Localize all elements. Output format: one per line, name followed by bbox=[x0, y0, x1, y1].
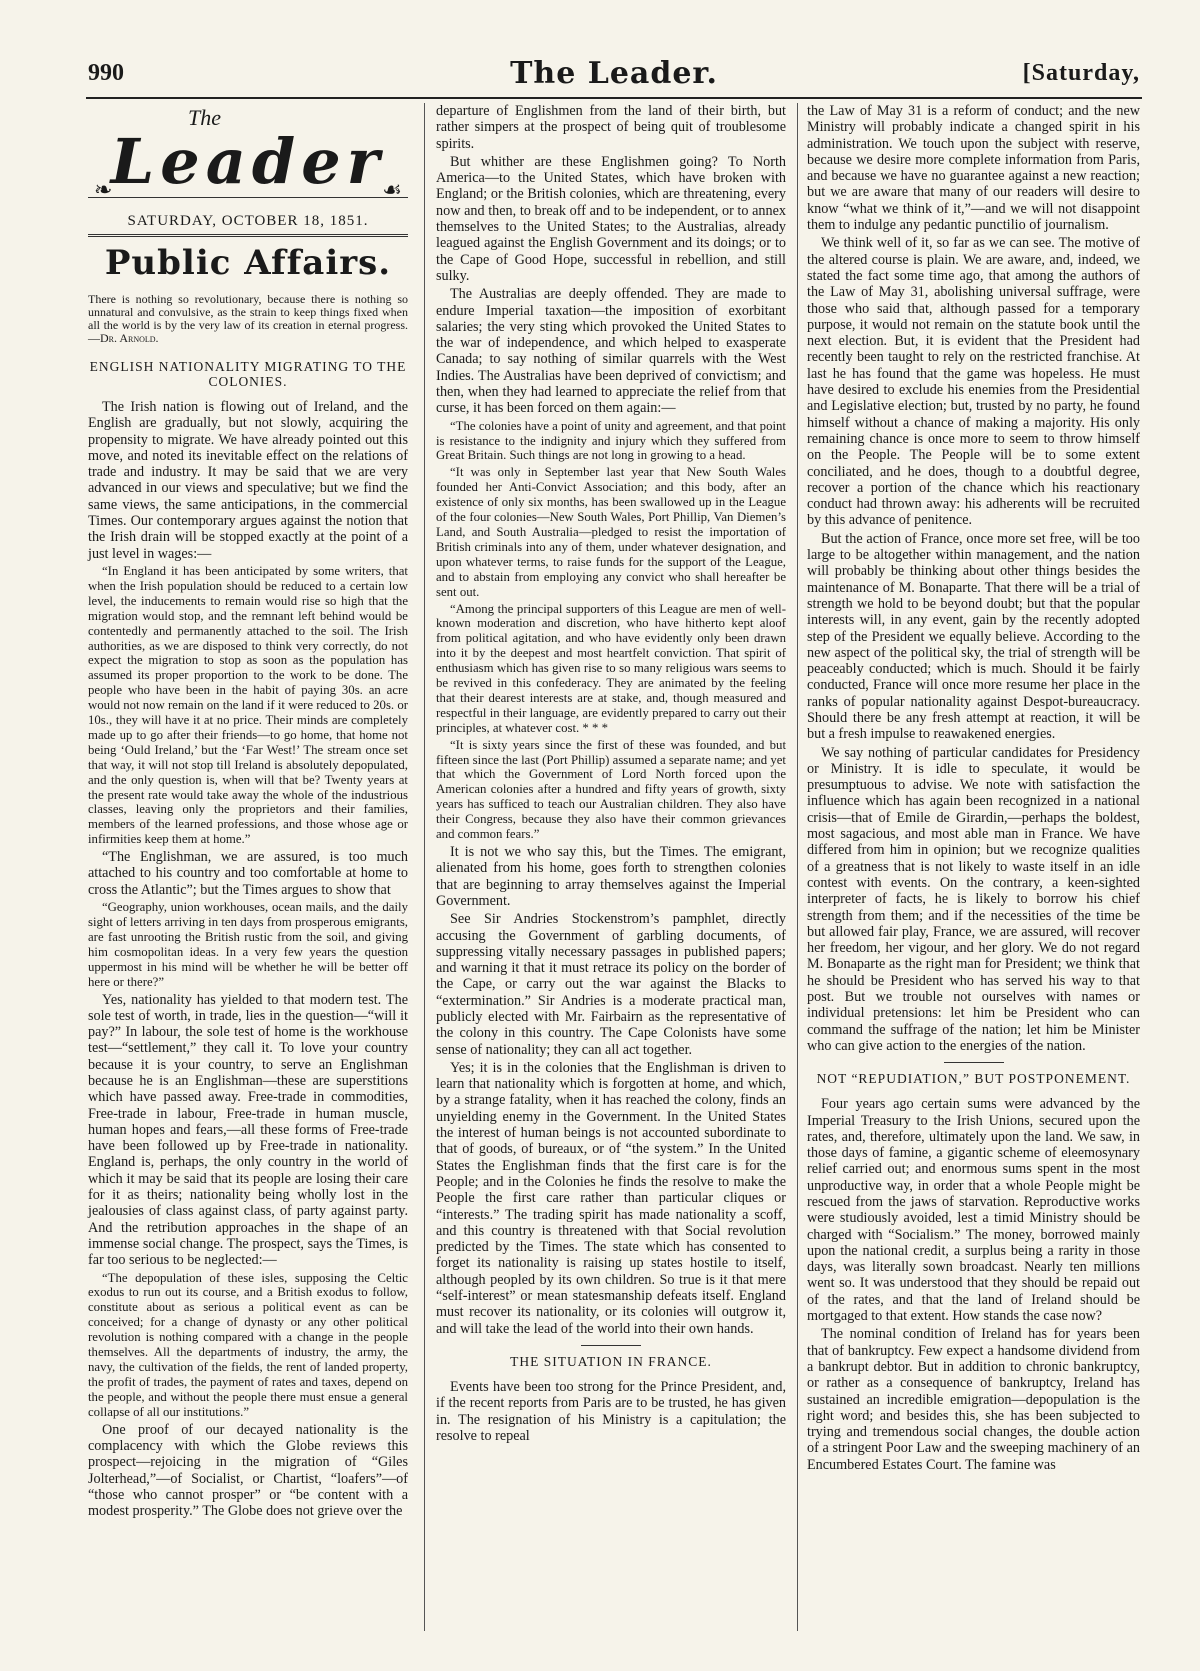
column-1 bbox=[88, 103, 408, 1521]
paragraph: We say nothing of particular candidates for Presidency or Ministry. It is idle to speculate, it would be presumptuous to advise. We note with satisfaction the influence which has again been recognized in a national crisis—that of Emile de Girardin,—perhaps the boldest, most sagacious, and most able man in France. We have differed from him in opinion; but we recognize qualities of a greatness that is not likely to waste itself in an idle contest with events. On the contrary, a keen-sighted interpreter of facts, he is likely to borrow his chief strength from them; and if the necessities of the time be but allowed fair play, France, we are assured, will recover her freedom, her vigour, and her glory. We do not regard M. Bonaparte as the right man for President; we think that he should be President who has served his way to that post. But we trouble not ourselves with names or individual pretensions: let him be President who can command the suffrage of the nation; let him be Minister who can give action to the energies of the nation. bbox=[807, 744, 1140, 1054]
separator bbox=[581, 1345, 641, 1346]
masthead-the: The bbox=[188, 105, 221, 130]
epigraph-signature: —Dr. Arnold. bbox=[88, 331, 159, 345]
paragraph: But whither are these Englishmen going? To North America—to the United States, which have broken with England; or the British colonies, which are threatening, every now and then, to break off and to be independent, or to annex themselves to the United States; to the Australias, already leagued against the English Government and its doings; or to the Cape of Good Hope, successful in rebellion, and still sulky. bbox=[436, 153, 786, 284]
quotation: “Among the principal supporters of this League are men of well-known moderation and discretion, who have hitherto kept aloof from political agitation, and who have evidently only been drawn into it by the deepest and most heartfelt conviction. That spirit of enthusiasm which has given rise to so many religious wars seems to be revived in this confederacy. They are animated by the feeling that their dearest interests are at stake, and, though measured and respectful in their language, are evidently prepared to carry out their principles, at whatever cost. * * * bbox=[436, 601, 786, 735]
quotation: “The depopulation of these isles, supposing the Celtic exodus to run out its course, and a British exodus to follow, constitute about as serious a political event as can be conceived; for a change of dynasty or any other political revolution is nothing compared with a change in the people themselves. All the departments of industry, the army, the navy, the cultivation of the fields, the rent of landed property, the profit of trades, the payment of rates and taxes, depend on the people, and without the people there must ensue a general collapse of all our institutions.” bbox=[88, 1270, 408, 1419]
quotation: “In England it has been anticipated by some writers, that when the Irish population should be reduced to a certain low level, the inducements to remain would rise so high that the migration would stop, and the remnant left behind would be contentedly and permanently attached to the soil. The Irish authorities, as we are disposed to think very correctly, do not expect the migration to stop as soon as the population has assumed its proper proportion to the work to be done. The people who have been in the habit of paying 30s. an acre would not now remain on the land if it were reduced to 20s. or 10s., they will have it at no price. Their minds are completely made up to go after their friends—to go home, that home not being ‘Ould Ireland,’ but the ‘Far West!’ The stream once set that way, it will not stop till Ireland is absolutely depopulated, and the only question is, when will that be? Twenty years at the present rate would take away the whole of the industrious classes, leaving only the proprietors and their families, members of the learned professions, and those whose age or infirmities keep them at home.” bbox=[88, 563, 408, 847]
paragraph: One proof of our decayed nationality is the complacency with which the Globe reviews this prospect—rejoicing in the migration of “Giles Jolterhead,”—of Socialist, or Chartist, “loafers”—of “those who cannot prosper” or “be content with a modest prosperity.” The Globe does not grieve over the bbox=[88, 1421, 408, 1520]
paragraph: See Sir Andries Stockenstrom’s pamphlet, directly accusing the Government of garbling documents, of suppressing vitally necessary passages in published papers; and warning it that it must retrace its policy on the border of the Cape, or carry out the war against the Blacks to “extermination.” Sir Andries is a moderate practical man, publicly elected with Mr. Fairbairn as the representative of the colony in this country. The Cape Colonists have some sense of nationality; they can all act together. bbox=[436, 911, 786, 1058]
column-rule bbox=[797, 103, 798, 1631]
section-title: Public Affairs. bbox=[104, 243, 392, 283]
separator bbox=[944, 1062, 1004, 1063]
running-title: The Leader. bbox=[510, 56, 718, 91]
header-rule bbox=[86, 97, 1142, 99]
paragraph: departure of Englishmen from the land of their birth, but rather simpers at the prospect of being quit of troublesome spirits. bbox=[436, 103, 786, 152]
flourish-icon: ❧ bbox=[94, 177, 113, 202]
column-rule bbox=[424, 103, 425, 1631]
paragraph: “The Englishman, we are assured, is too much attached to his country and too comfortable at home to cross the Atlantic”; but the Times argues to show that bbox=[88, 849, 408, 898]
dateline: SATURDAY, OCTOBER 18, 1851. bbox=[127, 213, 369, 229]
quotation: “Geography, union workhouses, ocean mails, and the daily sight of letters arriving in ten days from prosperous emigrants, are fast unrooting the British rustic from the soil, and giving him cosmopolitan ideas. In a very few years the question uppermost in his mind will be whether he will be better off here or there?” bbox=[88, 900, 408, 989]
paragraph: Four years ago certain sums were advanced by the Imperial Treasury to the Irish Unions, secured upon the rates, and, therefore, ultimately upon the land. We saw, in those days of famine, a gigantic scheme of eleemosynary relief carried out; and enormous sums spent in the most unproductive way, in order that a whole People might be rescued from the jaws of starvation. Reproductive works were studiously avoided, lest a timid Ministry should be charged with “Socialism.” The money, borrowed mainly upon the national credit, a surplus being a rarity in those days, was literally sown broadcast. Nearly ten millions went so. It was understood that they should be repaid out of the rates, and that the land of Ireland should be mortgaged to that extent. How stands the case now? bbox=[807, 1096, 1140, 1325]
paragraph: We think well of it, so far as we can see. The motive of the altered course is plain. We are aware, and, indeed, we stated the fact some time ago, that among the authors of the Law of May 31, abolishing universal suffrage, were those who said that, although passed for a temporary purpose, it would not remain on the statute book until the next election. But, it is evident that the President had recently been taught to rely on the restricted franchise. At last he has found that the game was hopeless. He must have desired to exclude his enemies from the Presidential and Legislative election; but, trusted by no party, he found himself without a chance of making a majority. His only remaining chance is once more to seem to throw himself on the People. The People will be to some extent conciliated, and he does, though to a doubtful degree, recover a portion of the chance which his reactionary conduct had thrown away: his adherents will be recruited by this advance of penitence. bbox=[807, 235, 1140, 529]
flourish-icon: ☙ bbox=[382, 177, 402, 202]
quotation: “It was only in September last year that New South Wales founded her Anti-Convict Association; and this body, after an existence of only six months, has been swallowed up in the League of the four colonies—New South Wales, Port Phillip, Van Diemen’s Land, and South Australia—pledged to resist the importation of British criminals into any of them, under whatever designation, and upon whatever terms, to raise funds for the support of the League, and to abstain from employing any convict who shall hereafter be sent out. bbox=[436, 465, 786, 599]
paragraph: Yes, nationality has yielded to that modern test. The sole test of worth, in trade, lies in the question—“will it pay?” In labour, the sole test of home is the workhouse test—“settlement,” they call it. To love your country because it is your country, to serve an Englishman because he is an Englishman—these are superstitions which have passed away. Free-trade in commodities, Free-trade in labour, Free-trade in human muscle, human hopes and fears,—all these forms of Free-trade have been followed up by Free-trade in nationality. England is, perhaps, the only country in the world of which it may be said that its people are losing their care for it as theirs; nationality being wholly lost in the jealousies of class against class, of party against party. And the retribution approaches in the shape of an immense social change. The prospect, says the Times, is far too serious to be neglected:— bbox=[88, 991, 408, 1269]
paragraph: the Law of May 31 is a reform of conduct; and the new Ministry will probably indicate a changed spirit in his administration. We touch upon the subject with reserve, because we desire more complete information from Paris, and because we have no guarantee against a new reaction; but we are aware that many of our readers will desire to know “what we think of it,”—and we will not disappoint them to indulge any pedantic punctilio of journalism. bbox=[807, 103, 1140, 234]
paragraph: But the action of France, once more set free, will be too large to be altogether within management, and the nation will probably be thinking about other things besides the maintenance of M. Bonaparte. That there will be a trial of strength we hold to be beyond doubt; but that the popular interests will, in any event, gain by the recently adopted step of the President we equally believe. According to the new aspect of the political sky, the trial of strength will be peaceably conducted; which is much. Should it be fairly conducted, France will once more resume her place in the ranks of popular nationality against Despot-bureaucracy. Should there be any fresh attempt at reaction, it will be but a fresh impulse to reawakened energies. bbox=[807, 530, 1140, 743]
masthead bbox=[88, 107, 408, 207]
paragraph: It is not we who say this, but the Times. The emigrant, alienated from his home, goes forth to strengthen colonies that are beginning to array themselves against the Imperial Government. bbox=[436, 844, 786, 909]
paragraph: The Australias are deeply offended. They are made to endure Imperial taxation—the imposition of exorbitant salaries; the very sting which provoked the United States to the war of independence, and which helped to exasperate Canada; to say nothing of similar quarrels with the West Indies. The Australias have been deprived of convictism; and then, when they had learned to appreciate the relief from that curse, it has been forced on them again:— bbox=[436, 286, 786, 417]
paragraph: The nominal condition of Ireland has for years been that of bankruptcy. Few expect a handsome dividend from a bankrupt debtor. But in addition to chronic bankruptcy, or rather as a consequence of bankruptcy, Ireland has sustained an incredible emigration—depopulation is the right word; and besides this, she has been subjected to trying and tremendous social changes, the double action of a stringent Poor Law and the sweeping machinery of an Encumbered Estates Court. The famine was bbox=[807, 1326, 1140, 1473]
column-2 bbox=[436, 103, 786, 1446]
column-3 bbox=[807, 103, 1140, 1475]
headline: ENGLISH NATIONALITY MIGRATING TO THE COLONIES. bbox=[89, 359, 407, 389]
quotation: “It is sixty years since the first of these was founded, and but fifteen since the last (Port Phillip) assumed a separate name; and yet that which the Government of Lord North forced upon the American colonies after a hundred and fifty years of growth, sixty years has sufficed to teach our Australian children. They also have their Congress, because they also have their common grievances and common fears.” bbox=[436, 737, 786, 842]
page-number: 990 bbox=[88, 60, 124, 86]
running-header bbox=[88, 56, 1140, 94]
quotation: “The colonies have a point of unity and agreement, and that point is resistance to the indignity and injury which they suffered from Great Britain. Such things are not long in growing to a head. bbox=[436, 418, 786, 463]
epigraph-text: There is nothing so revolutionary, because there is nothing so unnatural and convulsive, as the strain to keep things fixed when all the world is by the very law of its creation in eternal progress. bbox=[88, 292, 408, 332]
headline: THE SITUATION IN FRANCE. bbox=[510, 1353, 712, 1369]
paragraph: The Irish nation is flowing out of Ireland, and the English are gradually, but not slowly, acquiring the propensity to migrate. We have already pointed out this move, and noted its inevitable effect on the relations of trade and industry. It may be said that we are very advanced in our views and speculative; but we find the same views, the same anticipations, in the commercial Times. Our contemporary argues against the notion that the Irish drain will be stopped exactly at the point of a just level in wages:— bbox=[88, 399, 408, 562]
epigraph bbox=[88, 293, 408, 345]
running-day: [Saturday, bbox=[1022, 60, 1140, 86]
masthead-rule bbox=[88, 197, 408, 198]
headline: NOT “REPUDIATION,” BUT POSTPONEMENT. bbox=[816, 1071, 1131, 1087]
masthead-title: Leader bbox=[110, 125, 386, 198]
paragraph: Yes; it is in the colonies that the Englishman is driven to learn that nationality which is forgotten at home, and which, by a strange fatality, when it has reached the colony, finds an unyielding enemy in the Government. In the United States the interest of human beings is not accounted subordinate to that of goods, of bureaux, or of “the system.” In the United States the Englishman finds that the first care is for the People; and in the Colonies he finds the resolve to make the People the first care rather than particular cliques or “interests.” The trading spirit has made nationality a scoff, and this country is threatened with that Social revolution predicted by the Times. The state which has consented to forget its nationality is raising up states hostile to itself, although peopled by its own children. So true is it that mere “self-interest” or mean statesmanship defeats itself. England must recover its nationality, or its colonies will outgrow it, and will take the lead of the world into their own hands. bbox=[436, 1059, 786, 1337]
paragraph: Events have been too strong for the Prince President, and, if the recent reports from Paris are to be trusted, he has given in. The resignation of his Ministry is a capitulation; the resolve to repeal bbox=[436, 1378, 786, 1444]
double-rule bbox=[88, 234, 408, 237]
